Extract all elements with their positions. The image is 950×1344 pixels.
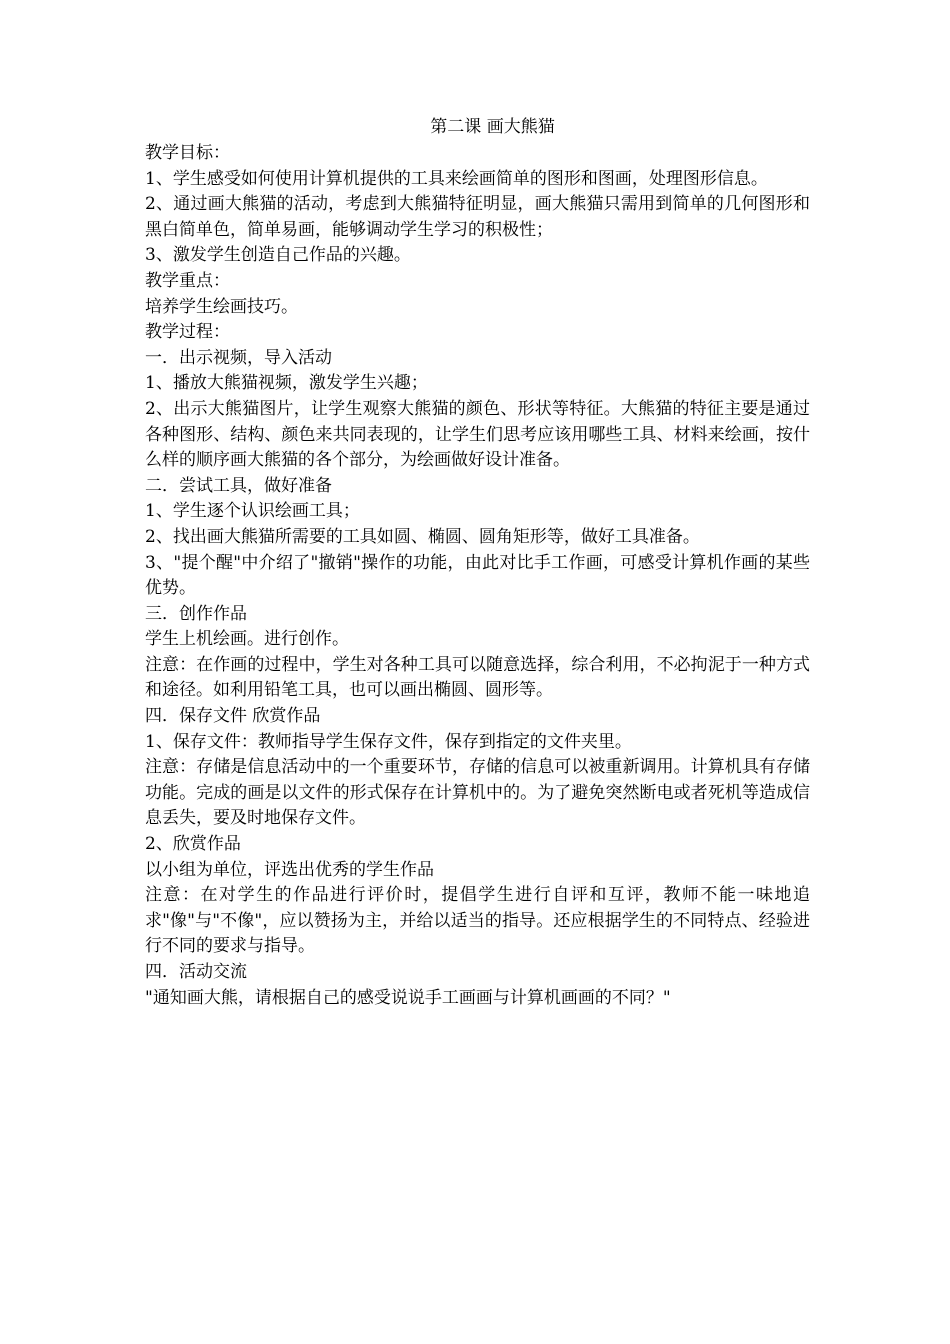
step-heading-5: 四．活动交流: [145, 962, 247, 982]
paragraph: 3、"提个醒"中介绍了"撤销"操作的功能，由此对比手工作画，可感受计算机作画的某些优势。: [145, 552, 810, 599]
section-heading-process: 教学过程：: [145, 322, 230, 343]
step-heading-3: 三．创作作品: [145, 603, 247, 624]
step-heading-4: 四．保存文件 欣赏作品: [145, 706, 321, 727]
note-paragraph: 注意：在对学生的作品进行评价时，提倡学生进行自评和互评，教师不能一味地追求"像"与"不像"，应以赞扬为主，并给以适当的指导。还应根据学生的不同特点、经验进行不同的要求与指导。: [145, 885, 810, 957]
paragraph: 1、保存文件：教师指导学生保存文件，保存到指定的文件夹里。: [145, 731, 632, 752]
lesson-title: 第二课 画大熊猫: [430, 117, 555, 137]
document-page: [145, 113, 810, 1011]
paragraph: 1、学生逐个认识绘画工具；: [145, 501, 360, 522]
paragraph: 1、播放大熊猫视频，激发学生兴趣；: [145, 373, 428, 394]
objective-item-3: 3、激发学生创造自己作品的兴趣。: [145, 245, 411, 266]
key-point-text: 培养学生绘画技巧。: [145, 296, 298, 317]
paragraph: 2、欣赏作品: [145, 834, 241, 855]
paragraph: 2、出示大熊猫图片，让学生观察大熊猫的颜色、形状等特征。大熊猫的特征主要是通过各种图形、结构、颜色来共同表现的，让学生们思考应该用哪些工具、材料来绘画，按什么样的顺序画大熊猫的各个部分，为绘画做好设计准备。: [145, 398, 810, 471]
step-heading-1: 一．出示视频，导入活动: [145, 347, 332, 368]
section-heading-key-points: 教学重点：: [145, 270, 230, 291]
note-paragraph: 注意：在作画的过程中，学生对各种工具可以随意选择，综合利用，不必拘泥于一种方式和途径。如利用铅笔工具，也可以画出椭圆、圆形等。: [145, 654, 810, 701]
paragraph: 2、找出画大熊猫所需要的工具如圆、椭圆、圆角矩形等，做好工具准备。: [145, 526, 700, 547]
closing-question: "通知画大熊，请根据自己的感受说说手工画画与计算机画画的不同？": [145, 987, 671, 1008]
objective-item-2: 2、通过画大熊猫的活动，考虑到大熊猫特征明显，画大熊猫只需用到简单的几何图形和黑白简单色，简单易画，能够调动学生学习的积极性；: [145, 194, 810, 240]
step-heading-2: 二．尝试工具，做好准备: [145, 475, 332, 496]
objective-item-1: 1、学生感受如何使用计算机提供的工具来绘画简单的图形和图画，处理图形信息。: [145, 168, 768, 189]
paragraph: 学生上机绘画。进行创作。: [145, 629, 349, 650]
section-heading-objectives: 教学目标：: [145, 143, 230, 163]
note-paragraph: 注意：存储是信息活动中的一个重要环节，存储的信息可以被重新调用。计算机具有存储功能。完成的画是以文件的形式保存在计算机中的。为了避免突然断电或者死机等造成信息丢失，要及时地保存文件。: [145, 757, 810, 829]
paragraph: 以小组为单位，评选出优秀的学生作品: [145, 859, 434, 880]
